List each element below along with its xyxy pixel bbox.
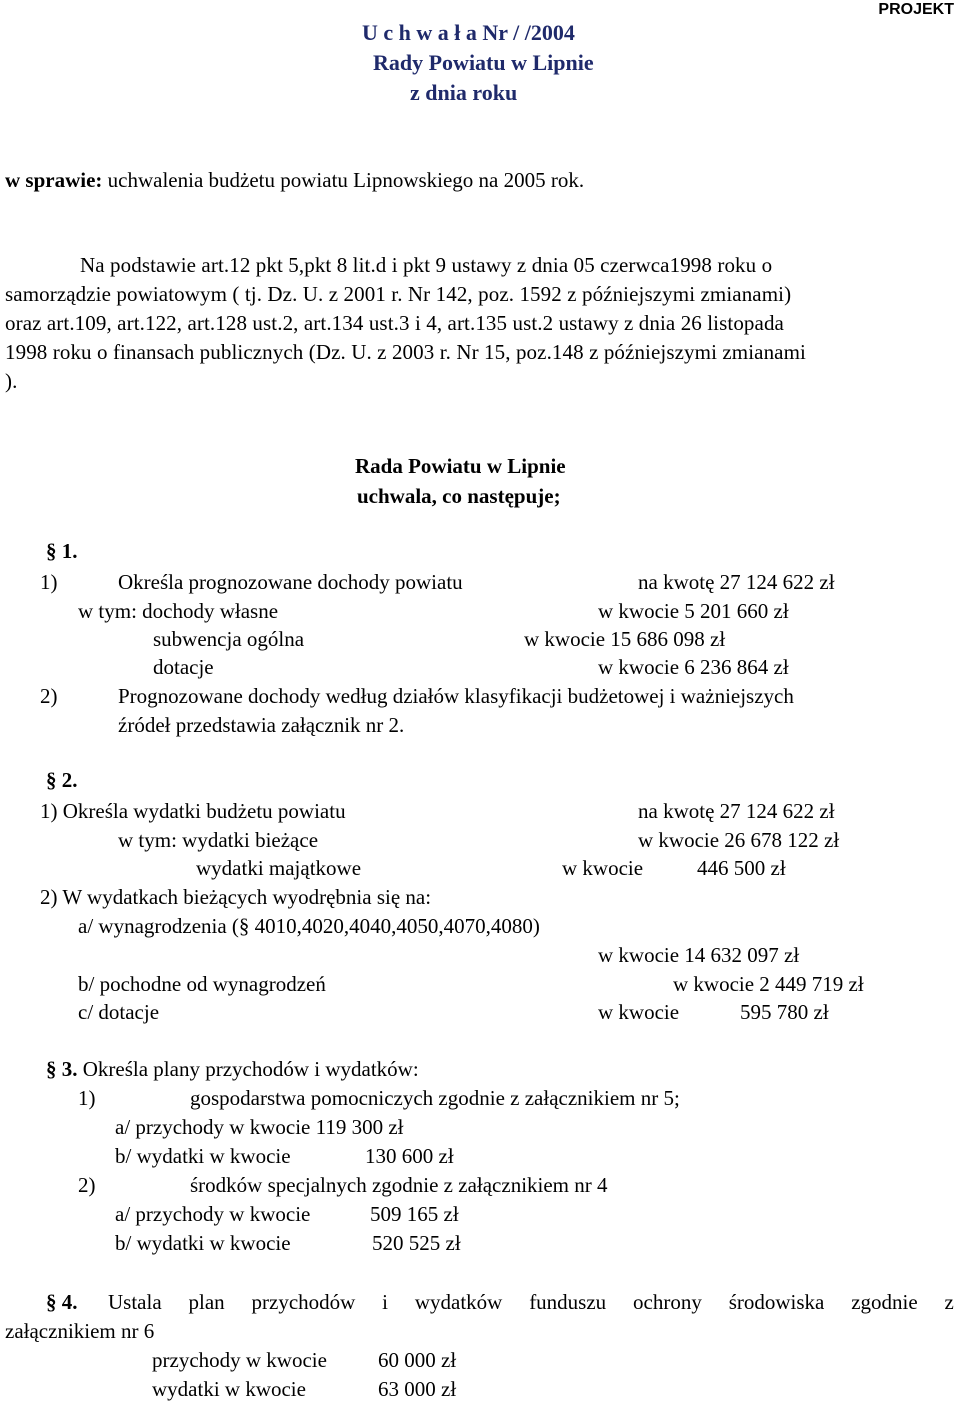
s2-grants-label: c/ dotacje bbox=[78, 1000, 160, 1024]
s2-current-expense-label: w tym: wydatki bieżące bbox=[118, 828, 319, 852]
s4-word: wydatków bbox=[414, 1290, 503, 1314]
s1-point-2-line-1: Prognozowane dochody według działów klasyfikacji budżetowej i ważniejszych bbox=[118, 684, 794, 708]
section-2-mark: § 2. bbox=[46, 768, 78, 792]
date-title: z dnia roku bbox=[410, 80, 518, 105]
s1-point-1-number: 1) bbox=[40, 570, 58, 594]
s2-salaries-amount: w kwocie 14 632 097 zł bbox=[598, 943, 800, 967]
s2-total-expense-amount: na kwotę 27 124 622 zł bbox=[638, 799, 835, 823]
subject-prefix: w sprawie: bbox=[5, 168, 103, 192]
s2-capital-expense-prefix: w kwocie bbox=[562, 856, 644, 880]
s1-point-1-text: Określa prognozowane dochody powiatu bbox=[118, 570, 463, 594]
s1-grants-amount: w kwocie 6 236 864 zł bbox=[598, 655, 789, 679]
s4-word: funduszu bbox=[529, 1290, 607, 1314]
s3-point-2-expense-amount: 520 525 zł bbox=[372, 1231, 461, 1255]
s4-word: ochrony bbox=[633, 1290, 702, 1314]
s4-expense-label: wydatki w kwocie bbox=[152, 1377, 306, 1401]
legal-basis-line-1: Na podstawie art.12 pkt 5,pkt 8 lit.d i pkt 9 ustawy z dnia 05 czerwca1998 roku o bbox=[80, 253, 773, 277]
s2-point-1-text: 1) Określa wydatki budżetu powiatu bbox=[40, 799, 346, 823]
s1-own-income-label: w tym: dochody własne bbox=[78, 599, 279, 623]
s4-income-label: przychody w kwocie bbox=[152, 1348, 327, 1372]
s4-word: plan bbox=[188, 1290, 225, 1314]
s2-capital-expense-amount: 446 500 zł bbox=[697, 856, 786, 880]
s4-line-2: załącznikiem nr 6 bbox=[5, 1319, 155, 1343]
s3-point-2-text: środków specjalnych zgodnie z załącznikiem nr 4 bbox=[190, 1173, 608, 1197]
s1-total-income-amount: na kwotę 27 124 622 zł bbox=[638, 570, 835, 594]
legal-basis-line-3: oraz art.109, art.122, art.128 ust.2, art.134 ust.3 i 4, art.135 ust.2 ustawy z dnia 26 listopada bbox=[5, 311, 784, 335]
s3-point-1-expense-label: b/ wydatki w kwocie bbox=[115, 1144, 291, 1168]
s3-point-2-number: 2) bbox=[78, 1173, 96, 1197]
s4-word: i bbox=[382, 1290, 388, 1314]
s4-income-amount: 60 000 zł bbox=[378, 1348, 457, 1372]
s1-point-2-number: 2) bbox=[40, 684, 58, 708]
subject-text: uchwalenia budżetu powiatu Lipnowskiego na 2005 rok. bbox=[102, 168, 585, 192]
s2-derivatives-amount: w kwocie 2 449 719 zł bbox=[673, 972, 864, 996]
s4-word: zgodnie bbox=[851, 1290, 918, 1314]
s2-capital-expense-label: wydatki majątkowe bbox=[196, 856, 362, 880]
s3-point-2-income-label: a/ przychody w kwocie bbox=[115, 1202, 311, 1226]
council-name-title: Rady Powiatu w Lipnie bbox=[373, 50, 594, 75]
legal-basis-line-2: samorządzie powiatowym ( tj. Dz. U. z 2001 r. Nr 142, poz. 1592 z późniejszymi zmianami) bbox=[5, 282, 792, 306]
s2-grants-prefix: w kwocie bbox=[598, 1000, 680, 1024]
s3-point-1-expense-amount: 130 600 zł bbox=[365, 1144, 454, 1168]
s2-grants-amount: 595 780 zł bbox=[740, 1000, 829, 1024]
council-heading: Rada Powiatu w Lipnie bbox=[355, 454, 566, 478]
s4-expense-amount: 63 000 zł bbox=[378, 1377, 457, 1401]
s3-point-1-income: a/ przychody w kwocie 119 300 zł bbox=[115, 1115, 404, 1139]
section-3-line bbox=[46, 1059, 419, 1080]
subject-line bbox=[5, 170, 584, 191]
s4-word: środowiska bbox=[728, 1290, 825, 1314]
s4-line-1 bbox=[108, 1292, 954, 1313]
council-enacts: uchwala, co następuje; bbox=[357, 484, 561, 508]
s4-word: z bbox=[944, 1290, 954, 1314]
s2-derivatives-label: b/ pochodne od wynagrodzeń bbox=[78, 972, 326, 996]
s2-point-2-text: 2) W wydatkach bieżących wyodrębnia się na: bbox=[40, 885, 432, 909]
legal-basis-line-4: 1998 roku o finansach publicznych (Dz. U. z 2003 r. Nr 15, poz.148 z późniejszymi zmianami bbox=[5, 340, 806, 364]
s2-current-expense-amount: w kwocie 26 678 122 zł bbox=[638, 828, 840, 852]
section-3-mark: § 3. bbox=[46, 1057, 78, 1081]
s1-grants-label: dotacje bbox=[153, 655, 214, 679]
s3-point-1-text: gospodarstwa pomocniczych zgodnie z załącznikiem nr 5; bbox=[190, 1086, 680, 1110]
s3-intro: Określa plany przychodów i wydatków: bbox=[77, 1057, 419, 1081]
section-1-mark: § 1. bbox=[46, 539, 78, 563]
projekt-label: PROJEKT bbox=[878, 1, 954, 18]
s3-point-1-number: 1) bbox=[78, 1086, 96, 1110]
s4-word: przychodów bbox=[251, 1290, 356, 1314]
s1-point-2-line-2: źródeł przedstawia załącznik nr 2. bbox=[118, 713, 405, 737]
s3-point-2-income-amount: 509 165 zł bbox=[370, 1202, 459, 1226]
s4-word: Ustala bbox=[108, 1290, 162, 1314]
s1-own-income-amount: w kwocie 5 201 660 zł bbox=[598, 599, 789, 623]
s1-subsidy-label: subwencja ogólna bbox=[153, 627, 305, 651]
s1-subsidy-amount: w kwocie 15 686 098 zł bbox=[524, 627, 726, 651]
s3-point-2-expense-label: b/ wydatki w kwocie bbox=[115, 1231, 291, 1255]
section-4-mark: § 4. bbox=[46, 1290, 78, 1314]
legal-basis-line-5: ). bbox=[5, 369, 18, 393]
resolution-title: U c h w a ł a Nr / /2004 bbox=[362, 20, 575, 45]
s2-salaries-label: a/ wynagrodzenia (§ 4010,4020,4040,4050,4070,4080) bbox=[78, 914, 540, 938]
